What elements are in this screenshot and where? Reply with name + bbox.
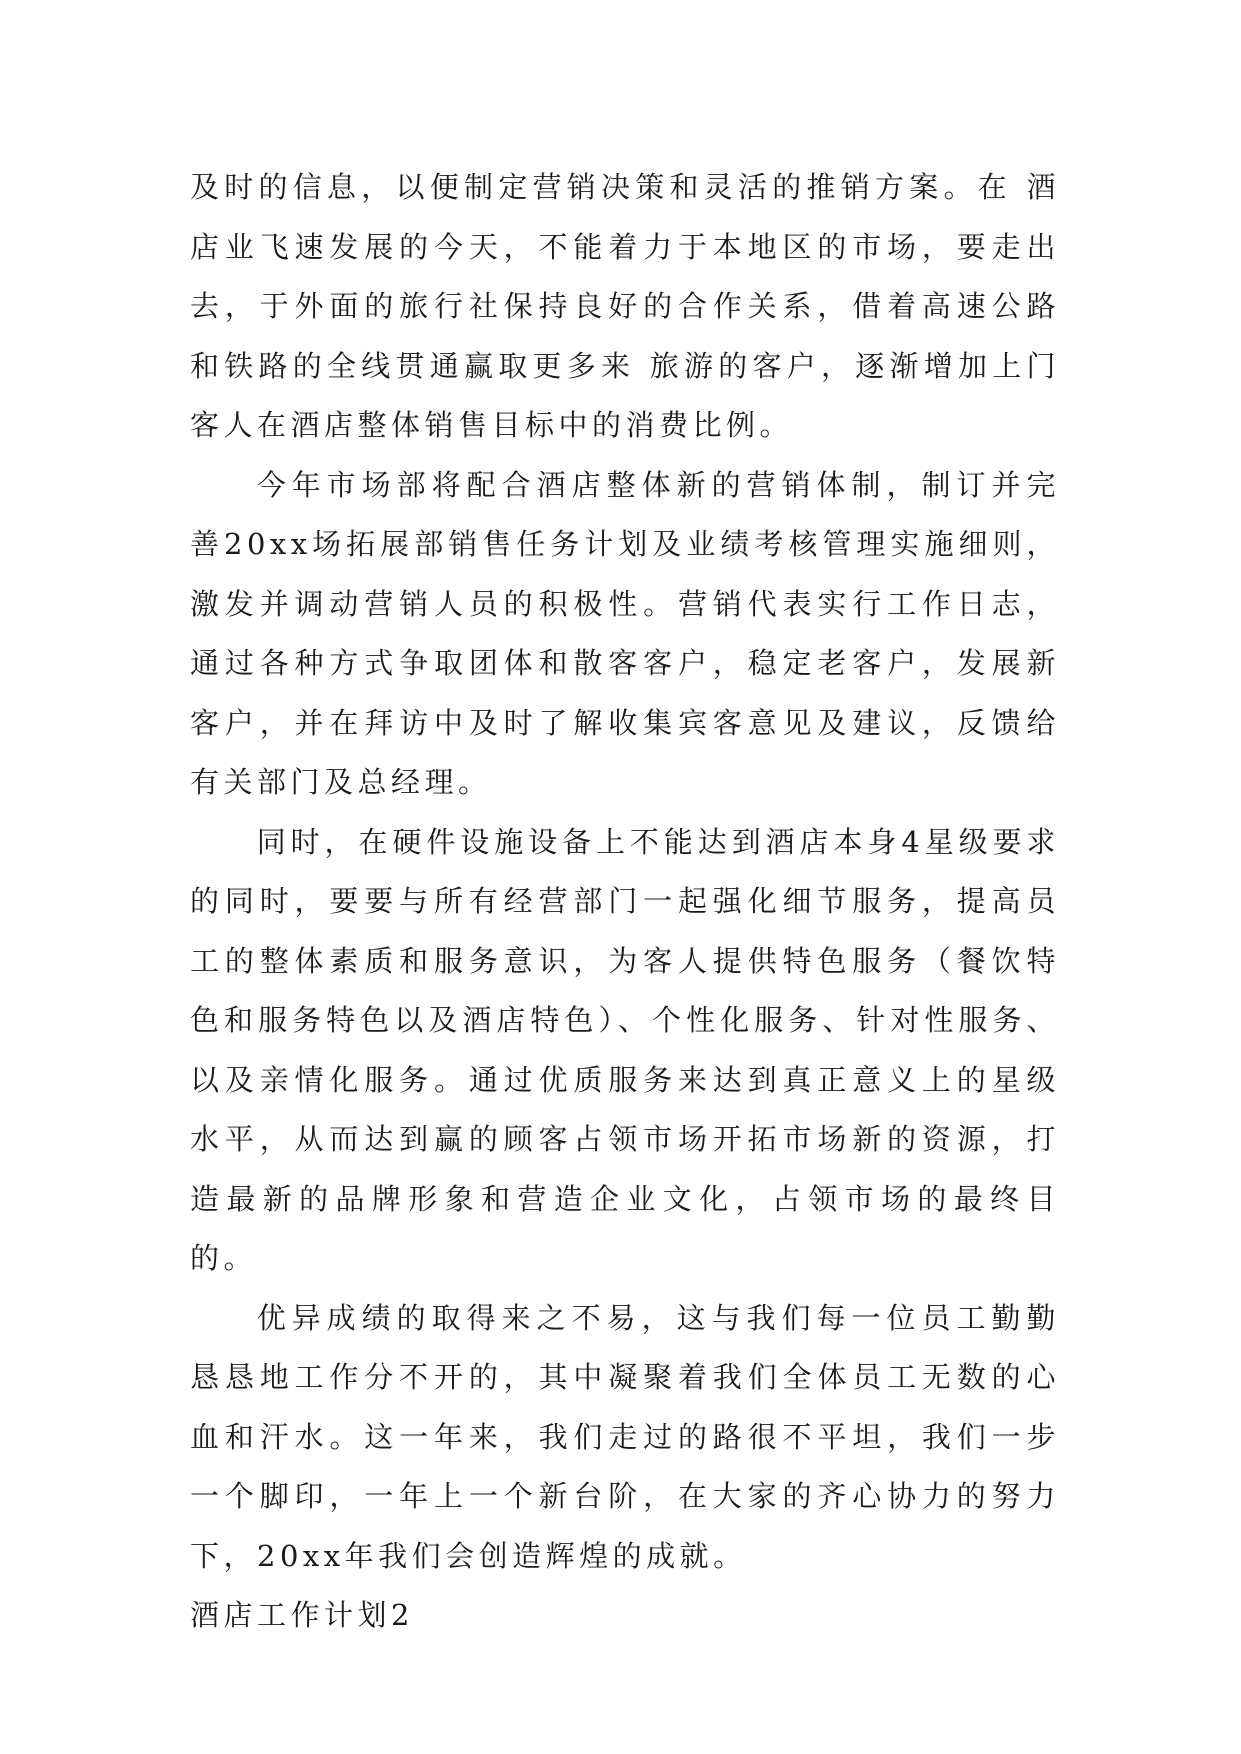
paragraph-marketing-plan: 今年市场部将配合酒店整体新的营销体制，制订并完善20xx场拓展部销售任务计划及业绩考核管理实施细则，激发并调动营销人员的积极性。营销代表实行工作日志，通过各种方式争取团体和散客客户，稳定老客户，发展新客户，并在拜访中及时了解收集宾客意见及建议，反馈给有关部门及总经理。 — [190, 467, 1060, 799]
document-body — [190, 158, 1060, 1646]
section-heading: 酒店工作计划2 — [190, 1598, 414, 1632]
paragraph-sales-info: 及时的信息，以便制定营销决策和灵活的推销方案。在 酒店业飞速发展的今天，不能着力于本地区的市场，要走出去，于外面的旅行社保持良好的合作关系，借着高速公路和铁路的全线贯通赢取更多来 旅游的客户，逐渐增加上门客人在酒店整体销售目标中的消费比例。 — [190, 170, 1060, 442]
paragraph-achievements: 优异成绩的取得来之不易，这与我们每一位员工勤勤恳恳地工作分不开的，其中凝聚着我们全体员工无数的心血和汗水。这一年来，我们走过的路很不平坦，我们一步一个脚印，一年上一个新台阶，在大家的齐心协力的努力下，20xx年我们会创造辉煌的成就。 — [190, 1300, 1060, 1573]
paragraph-service-quality: 同时，在硬件设施设备上不能达到酒店本身4星级要求的同时，要要与所有经营部门一起强化细节服务，提高员工的整体素质和服务意识，为客人提供特色服务（餐饮特色和服务特色以及酒店特色）、个性化服务、针对性服务、以及亲情化服务。通过优质服务来达到真正意义上的星级水平，从而达到赢的顾客占领市场开拓市场新的资源，打造最新的品牌形象和营造企业文化，占领市场的最终目的。 — [190, 824, 1060, 1275]
